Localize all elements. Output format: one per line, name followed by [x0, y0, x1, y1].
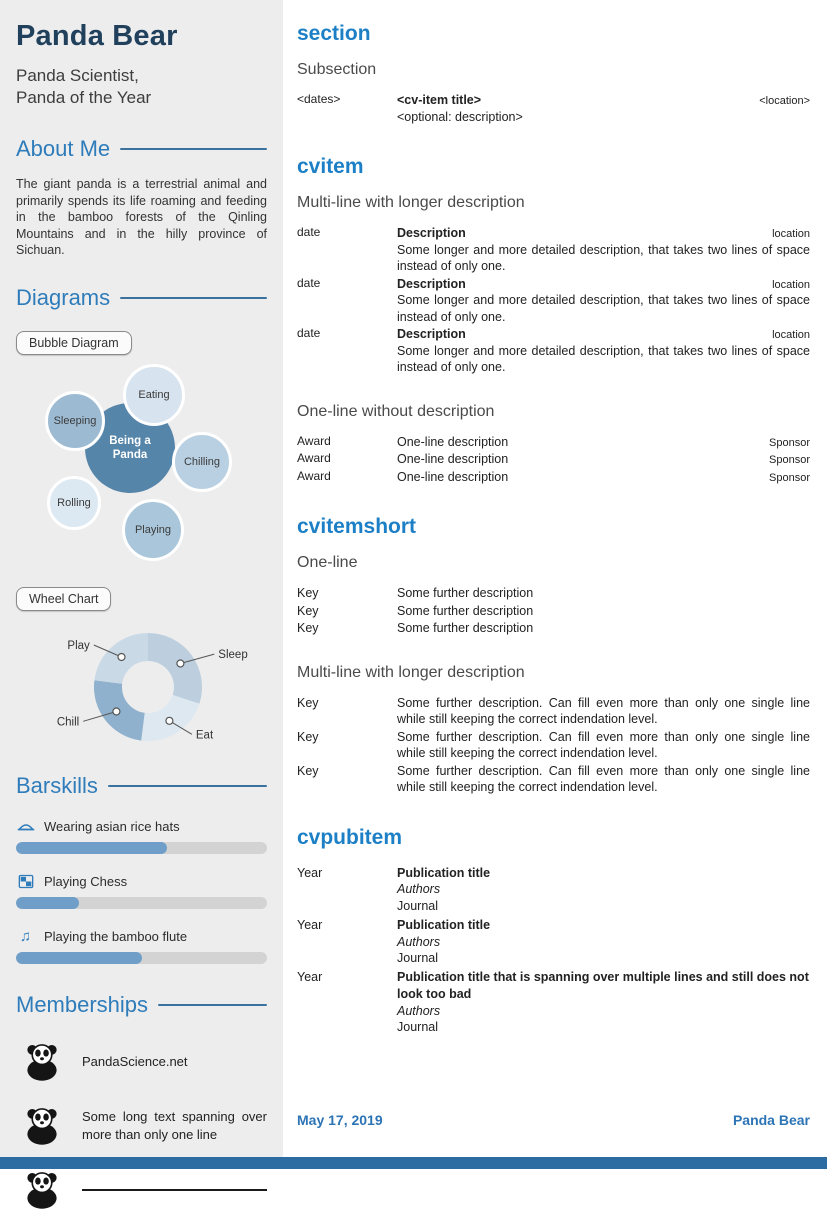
bubble-eating: Eating: [123, 364, 185, 426]
main-content: [283, 0, 827, 1169]
heading-cvitemshort: cvitemshort: [297, 515, 417, 539]
cv-item-row: [297, 225, 810, 275]
wheel-label-chill: Chill: [56, 716, 80, 729]
heading-cvitem: cvitem: [297, 155, 364, 179]
cv-item-location: <location>: [759, 95, 810, 107]
publication-authors: Authors: [397, 934, 441, 949]
heading-rule: [108, 785, 267, 787]
cv-item-location: location: [772, 278, 810, 291]
membership-text: Some long text spanning over more than only one line: [82, 1109, 267, 1142]
award-label: Award: [297, 468, 331, 483]
cv-item-title: Description: [397, 327, 466, 342]
key-row: [297, 695, 810, 728]
key-label: Key: [297, 586, 319, 601]
key-row: [297, 603, 810, 620]
wheel-marker-dot: [118, 654, 125, 661]
key-row: [297, 729, 810, 762]
publication-row: [297, 969, 810, 1036]
wheel-marker-dot: [166, 717, 173, 724]
skill-bar-track: [16, 897, 267, 909]
panda-logo-icon: [16, 1170, 68, 1210]
key-description: Some further description. Can fill even more than only one single line while still keeping the correct indendation level.: [397, 729, 810, 761]
cv-item-description: <optional: description>: [397, 109, 523, 124]
chessboard-icon: [16, 872, 35, 890]
key-label: Key: [297, 621, 319, 636]
subsection-subsection: Subsection: [297, 61, 377, 78]
key-description: Some further description: [397, 586, 534, 601]
bottom-accent-bar: [0, 1157, 827, 1169]
subsection-multiline: Multi-line with longer description: [297, 194, 525, 212]
membership-item: [16, 1106, 267, 1146]
about-me-heading-label: About Me: [16, 135, 111, 161]
bubble-chilling: Chilling: [172, 432, 232, 492]
panda-logo-icon: [16, 1042, 68, 1082]
wheel-marker-dot: [113, 708, 120, 715]
key-description: Some further description: [397, 603, 534, 618]
bubble-rolling: Rolling: [47, 476, 101, 530]
cv-item-template-row: [297, 92, 810, 125]
skill-flute: [16, 927, 267, 964]
wheel-label-play: Play: [67, 640, 90, 652]
key-row: [297, 620, 810, 637]
memberships-heading: [16, 992, 267, 1018]
wheel-marker-dot: [177, 660, 184, 667]
footer-date: May 17, 2019: [297, 1112, 383, 1128]
about-me-heading: [16, 136, 267, 162]
key-description: Some further description. Can fill even more than only one single line while still keeping the correct indendation level.: [397, 763, 810, 795]
skill-chess: [16, 872, 267, 909]
publication-title: Publication title: [397, 917, 491, 932]
barskills-heading-label: Barskills: [16, 773, 98, 798]
cv-item-row: [297, 326, 810, 376]
skill-rice-hats: [16, 817, 267, 854]
key-description: Some further description: [397, 621, 534, 636]
skill-label: Playing the bamboo flute: [44, 928, 188, 944]
cv-name: Panda Bear: [16, 20, 178, 52]
key-label: Key: [297, 695, 319, 710]
skill-bar-fill: [16, 897, 79, 909]
heading-rule: [120, 297, 267, 299]
membership-divider-line: [82, 1189, 267, 1191]
subsection-short-multiline: Multi-line with longer description: [297, 663, 525, 681]
membership-link[interactable]: PandaScience.net: [82, 1054, 188, 1070]
wheel-label-eat: Eat: [195, 729, 214, 742]
footer: [297, 1112, 810, 1128]
cv-item-title: Description: [397, 226, 466, 241]
award-label: Award: [297, 433, 331, 448]
cv-item-location: location: [772, 329, 810, 342]
sidebar: [0, 0, 283, 1169]
award-row: [297, 451, 810, 468]
award-sponsor: Sponsor: [769, 436, 810, 449]
skill-bar-fill: [16, 952, 142, 964]
award-sponsor: Sponsor: [769, 454, 810, 467]
award-label: Award: [297, 451, 331, 466]
publication-authors: Authors: [397, 1003, 441, 1018]
skill-bar-fill: [16, 842, 167, 854]
award-description: One-line description: [397, 452, 509, 467]
cv-item-date: date: [297, 326, 321, 341]
publication-journal: Journal: [397, 951, 438, 966]
subsection-short-oneline: One-line: [297, 554, 358, 572]
wheel-segment-sleep: [148, 633, 202, 704]
cv-tagline: [16, 65, 267, 110]
cv-item-description: Some longer and more detailed description, that takes two lines of space instead of only one.: [397, 242, 810, 274]
music-note-icon: ♫: [19, 927, 32, 945]
barskills-heading: [16, 773, 267, 799]
wheel-chart-chip: Wheel Chart: [16, 587, 111, 611]
key-label: Key: [297, 603, 319, 618]
heading-rule: [158, 1004, 267, 1006]
about-me-text: The giant panda is a terrestrial animal and primarily spends its life roaming and feeding in the bamboo forests of the Qinling Mountains and in the hilly province of Sichuan.: [16, 176, 267, 258]
panda-logo-icon: [16, 1106, 68, 1146]
tagline-line-1: Panda Scientist,: [16, 66, 139, 85]
publication-title: Publication title that is spanning over multiple lines and still does not look too bad: [397, 970, 809, 1001]
cv-item-location: location: [772, 228, 810, 241]
skill-bar-track: [16, 952, 267, 964]
cv-item-date: date: [297, 225, 321, 240]
bubble-diagram-chip: Bubble Diagram: [16, 331, 132, 355]
key-row: [297, 763, 810, 796]
diagrams-heading: [16, 285, 267, 311]
key-description: Some further description. Can fill even more than only one single line while still keeping the correct indendation level.: [397, 695, 810, 727]
award-row: [297, 434, 810, 451]
wheel-chart: [16, 621, 267, 755]
rice-hat-icon: [16, 817, 35, 835]
award-description: One-line description: [397, 469, 509, 484]
skill-label: Playing Chess: [44, 873, 128, 889]
heading-rule: [120, 148, 267, 150]
publication-row: [297, 917, 810, 967]
key-row: [297, 585, 810, 602]
bubble-diagram: [16, 363, 267, 567]
cv-item-description: Some longer and more detailed description, that takes two lines of space instead of only one.: [397, 343, 810, 375]
award-row: [297, 469, 810, 486]
skill-bar-track: [16, 842, 267, 854]
key-label: Key: [297, 763, 319, 778]
publication-row: [297, 865, 810, 915]
award-description: One-line description: [397, 434, 509, 449]
bubble-playing: Playing: [122, 499, 184, 561]
bubble-center: Being a Panda: [85, 403, 175, 493]
subsection-oneline: One-line without description: [297, 402, 495, 420]
skill-label: Wearing asian rice hats: [44, 818, 180, 834]
publication-year: Year: [297, 865, 323, 880]
cv-item-title: <cv-item title>: [397, 93, 482, 107]
cv-item-description: Some longer and more detailed description, that takes two lines of space instead of only one.: [397, 293, 810, 324]
cv-item-date: date: [297, 275, 321, 290]
cv-item-dates: <dates>: [297, 92, 341, 106]
publication-year: Year: [297, 970, 323, 985]
cv-item-row: [297, 276, 810, 326]
wheel-label-sleep: Sleep: [218, 649, 248, 662]
footer-name: Panda Bear: [732, 1112, 810, 1128]
heading-section: section: [297, 22, 371, 45]
membership-item: [16, 1170, 267, 1210]
tagline-line-2: Panda of the Year: [16, 88, 152, 108]
publication-journal: Journal: [397, 1020, 438, 1035]
cv-item-title: Description: [397, 276, 466, 291]
memberships-heading-label: Memberships: [16, 992, 149, 1017]
heading-cvpubitem: cvpubitem: [297, 825, 403, 849]
membership-item: [16, 1042, 267, 1082]
publication-title: Publication title: [397, 865, 491, 880]
key-label: Key: [297, 729, 319, 744]
publication-authors: Authors: [397, 882, 441, 897]
award-sponsor: Sponsor: [769, 471, 810, 484]
bubble-sleeping: Sleeping: [45, 391, 105, 451]
publication-journal: Journal: [397, 899, 438, 914]
publication-year: Year: [297, 917, 323, 932]
diagrams-heading-label: Diagrams: [16, 285, 111, 310]
